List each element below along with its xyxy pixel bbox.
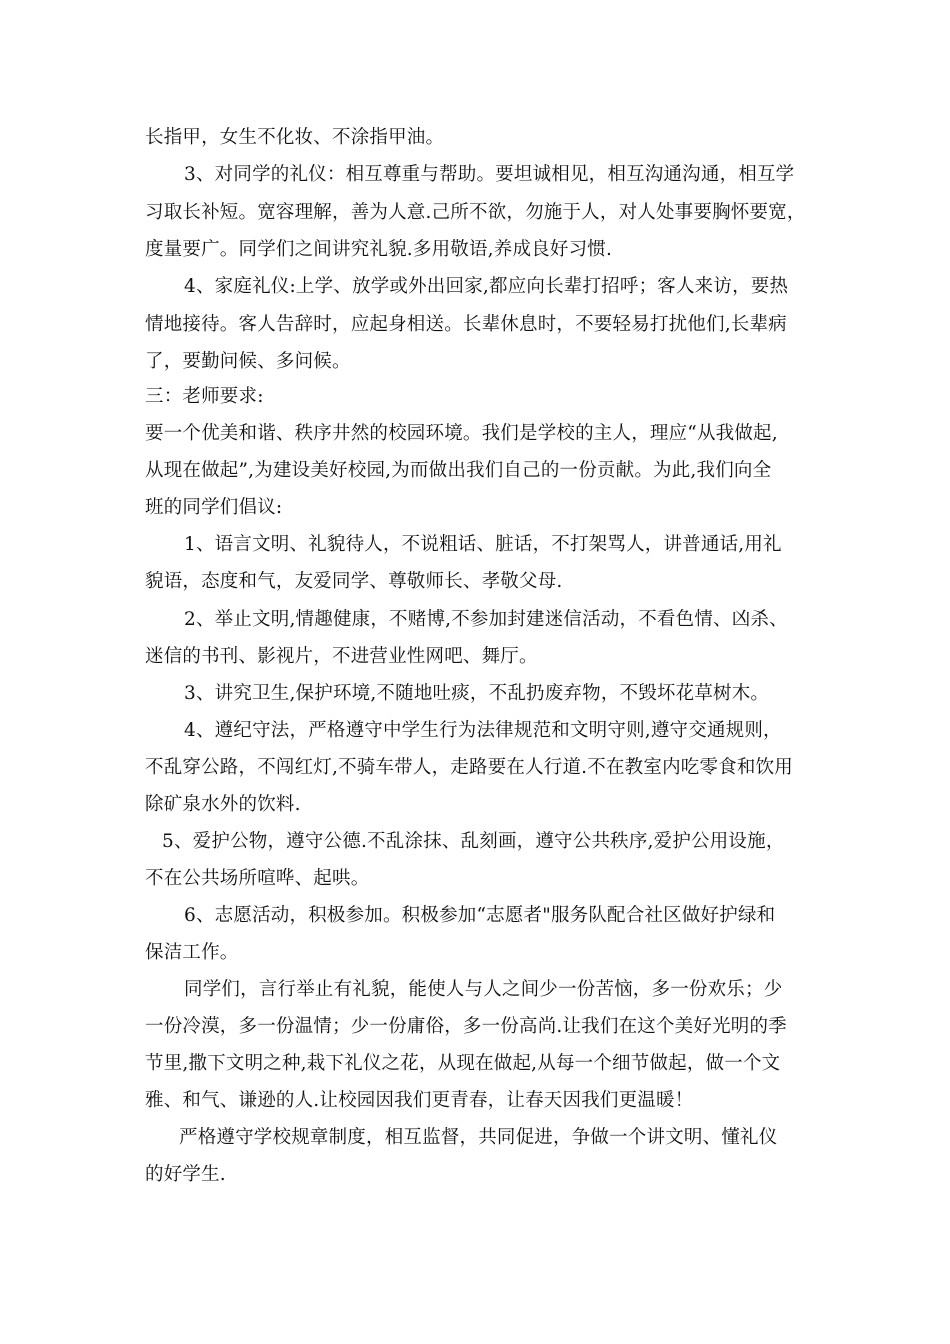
text-line: 5、爱护公物，遵守公德.不乱涂抹、乱刻画，遵守公共秩序,爱护公用设施，	[162, 831, 785, 852]
text-line: 迷信的书刊、影视片，不进营业性网吧、舞厅。	[145, 646, 538, 667]
text-line: 雅、和气、谦逊的人.让校园因我们更青春，让春天因我们更温暖！	[145, 1090, 694, 1111]
text-line: 貌语，态度和气，友爱同学、尊敬师长、孝敬父母.	[145, 571, 563, 592]
text-line: 习取长补短。宽容理解，善为人意.己所不欲，勿施于人，对人处事要胸怀要宽，	[145, 202, 806, 223]
text-line: 一份冷漠，多一份温情；少一份庸俗，多一份高尚.让我们在这个美好光明的季	[145, 1016, 787, 1037]
text-line: 3、对同学的礼仪：相互尊重与帮助。要坦诚相见，相互沟通沟通，相互学	[184, 164, 795, 185]
text-line: 班的同学们倡议:	[145, 497, 283, 518]
section-heading: 三：老师要求:	[145, 386, 264, 407]
text-line: 不在公共场所喧哗、起哄。	[145, 868, 370, 889]
text-line: 除矿泉水外的饮料.	[145, 794, 301, 815]
text-line: 情地接待。客人告辞时，应起身相送。长辈休息时，不要轻易打扰他们,长辈病	[145, 314, 787, 335]
text-line: 严格遵守学校规章制度，相互监督，共同促进，争做一个讲文明、懂礼仪	[179, 1127, 778, 1148]
text-line: 从现在做起”,为建设美好校园,为而做出我们自己的一份贡献。为此,我们向全	[145, 460, 772, 481]
text-line: 保洁工作。	[145, 942, 239, 963]
text-line: 度量要广。同学们之间讲究礼貌.多用敬语,养成良好习惯.	[145, 239, 613, 260]
text-line: 4、家庭礼仪:上学、放学或外出回家,都应向长辈打招呼；客人来访，要热	[184, 276, 789, 297]
text-line: 节里,撒下文明之种,栽下礼仪之花，从现在做起,从每一个细节做起，做一个文	[145, 1053, 781, 1074]
text-line: 6、志愿活动，积极参加。积极参加“志愿者"服务队配合社区做好护绿和	[184, 905, 776, 926]
text-line: 要一个优美和谐、秩序井然的校园环境。我们是学校的主人，理应“从我做起,	[145, 423, 778, 444]
text-line: 同学们，言行举止有礼貌，能使人与人之间少一份苦恼，多一份欢乐；少	[184, 979, 783, 1000]
text-line: 长指甲，女生不化妆、不涂指甲油。	[145, 127, 445, 148]
text-line: 2、举止文明,情趣健康，不赌博,不参加封建迷信活动，不看色情、凶杀、	[184, 609, 788, 630]
text-line: 1、语言文明、礼貌待人，不说粗话、脏话，不打架骂人，讲普通话,用礼	[184, 534, 782, 555]
text-line: 4、遵纪守法，严格遵守中学生行为法律规范和文明守则,遵守交通规则，	[184, 720, 782, 741]
text-line: 3、讲究卫生,保护环境,不随地吐痰，不乱扔废弃物，不毁坏花草树木。	[184, 683, 770, 704]
text-line: 的好学生.	[145, 1164, 226, 1185]
text-line: 了，要勤问候、多问候。	[145, 351, 351, 372]
text-line: 不乱穿公路，不闯红灯,不骑车带人，走路要在人行道.不在教室内吃零食和饮用	[145, 757, 793, 778]
